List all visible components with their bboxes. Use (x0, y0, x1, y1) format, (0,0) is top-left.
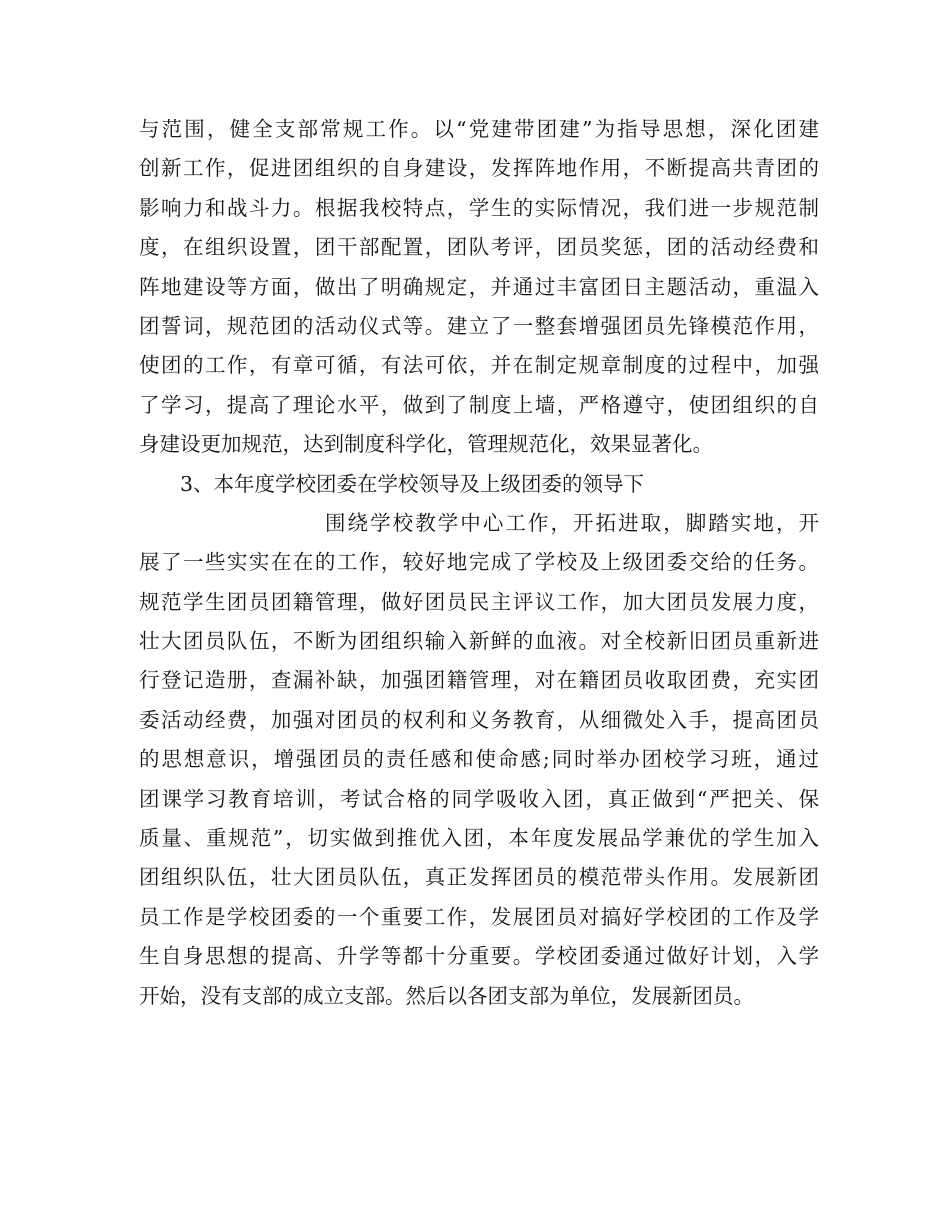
text-line: 质量、重规范”，切实做到推优入团，本年度发展品学兼优的学生加入 (139, 826, 819, 851)
text-line: 阵地建设等方面，做出了明确规定，并通过丰富团日主题活动，重温入 (139, 274, 819, 299)
text-line: 展了一些实实在在的工作，较好地完成了学校及上级团委交给的任务。 (139, 550, 819, 575)
text-line: 团课学习教育培训，考试合格的同学吸收入团，真正做到“严把关、保 (139, 786, 819, 811)
text-line: 团誓词，规范团的活动仪式等。建立了一整套增强团员先锋模范作用， (139, 313, 819, 338)
text-line: 围绕学校教学中心工作，开拓进取，脚踏实地，开 (325, 510, 819, 535)
text-line: 身建设更加规范，达到制度科学化，管理规范化，效果显著化。 (139, 432, 713, 457)
text-line: 员工作是学校团委的一个重要工作，发展团员对搞好学校团的工作及学 (139, 904, 819, 929)
text-line: 委活动经费，加强对团员的权利和义务教育，从细微处入手，提高团员 (139, 707, 819, 732)
text-line: 创新工作，促进团组织的自身建设，发挥阵地作用，不断提高共青团的 (139, 156, 819, 181)
text-line: 生自身思想的提高、升学等都十分重要。学校团委通过做好计划，入学 (139, 944, 819, 969)
section-heading: 3、本年度学校团委在学校领导及上级团委的领导下 (180, 471, 645, 496)
text-line: 团组织队伍，壮大团员队伍，真正发挥团员的模范带头作用。发展新团 (139, 865, 819, 890)
text-line: 影响力和战斗力。根据我校特点，学生的实际情况，我们进一步规范制 (139, 195, 819, 220)
text-line: 度，在组织设置，团干部配置，团队考评，团员奖惩，团的活动经费和 (139, 235, 819, 260)
text-line: 了学习，提高了理论水平，做到了制度上墙，严格遵守，使团组织的自 (139, 392, 819, 417)
text-line: 的思想意识，增强团员的责任感和使命感;同时举办团校学习班，通过 (139, 747, 819, 772)
text-line: 壮大团员队伍，不断为团组织输入新鲜的血液。对全校新旧团员重新进 (139, 629, 819, 654)
text-line: 开始，没有支部的成立支部。然后以各团支部为单位，发展新团员。 (139, 983, 754, 1008)
text-line: 使团的工作，有章可循，有法可依，并在制定规章制度的过程中，加强 (139, 353, 819, 378)
text-line: 行登记造册，查漏补缺，加强团籍管理，对在籍团员收取团费，充实团 (139, 668, 819, 693)
text-line: 规范学生团员团籍管理，做好团员民主评议工作，加大团员发展力度， (139, 589, 819, 614)
body-text (139, 110, 819, 1016)
text-line: 与范围，健全支部常规工作。以“党建带团建”为指导思想，深化团建 (139, 117, 819, 141)
